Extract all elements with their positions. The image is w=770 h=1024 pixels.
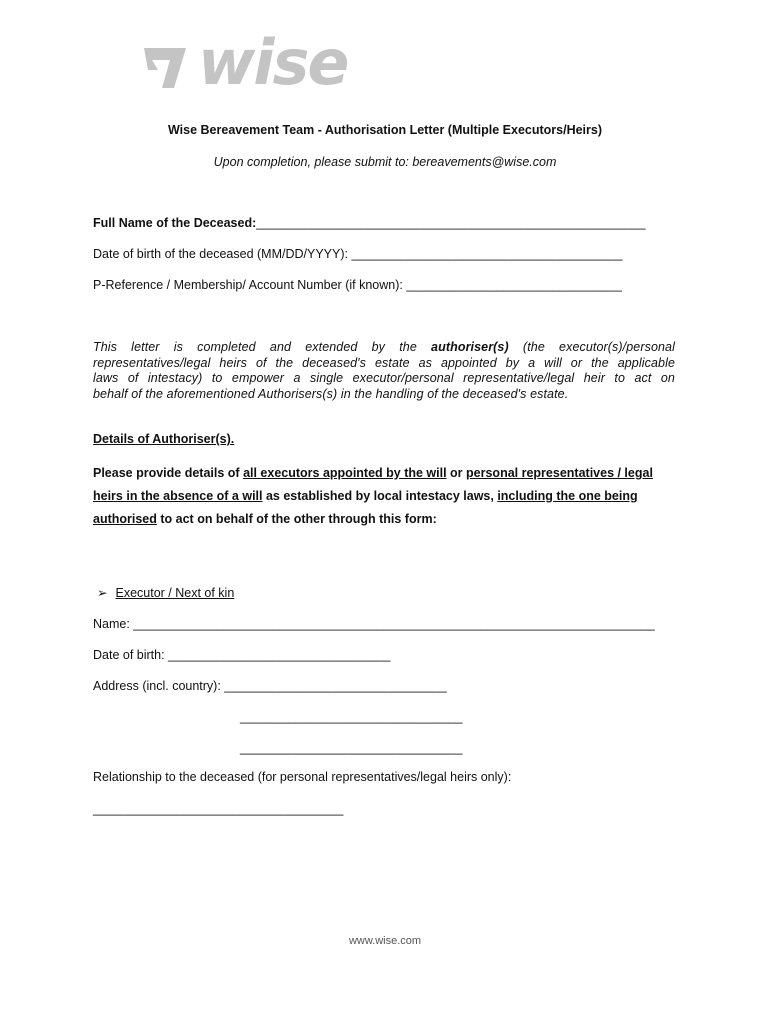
authorisation-paragraph (93, 340, 675, 402)
reference-number-field[interactable] (93, 278, 622, 292)
arrow-bullet-icon: ➢ (97, 586, 108, 600)
authorisers-heading: Details of Authoriser(s). (93, 432, 235, 446)
deceased-dob-blank[interactable]: _______________________________________ (351, 247, 623, 261)
executor-dob-label: Date of birth: (93, 648, 169, 662)
instruction-emphasis: personal representatives / legal heirs in the absence of a will (93, 466, 653, 503)
executor-address-blank-3[interactable]: ________________________________ (240, 741, 463, 755)
deceased-full-name-blank[interactable]: ________________________________________________________ (256, 216, 646, 230)
relationship-blank[interactable]: ____________________________________ (93, 802, 344, 816)
executor-name-blank[interactable]: ___________________________________________________________________________ (133, 617, 655, 631)
submission-instructions: Upon completion, please submit to: bereavements@wise.com (213, 155, 557, 169)
deceased-full-name-label: Full Name of the Deceased: (93, 216, 257, 230)
paragraph-line-4: behalf of the aforementioned Authorisers(s) in the handling of the deceased's estate. (93, 386, 569, 401)
paragraph-line-3: laws of intestacy) to empower a single executor/personal representative/legal heir to act on (93, 371, 675, 385)
executor-address-blank-2[interactable]: ________________________________ (240, 710, 463, 724)
executor-address-label: Address (incl. country): (93, 679, 225, 693)
instruction-emphasis: including the one being authorised (93, 489, 638, 526)
deceased-full-name-field[interactable] (93, 216, 646, 230)
wise-logo (140, 26, 348, 99)
document-title: Wise Bereavement Team - Authorisation Letter (Multiple Executors/Heirs) (167, 123, 602, 137)
relationship-label: Relationship to the deceased (for personal representatives/legal heirs only): (93, 770, 512, 784)
instruction-text: to act on behalf of the other through this form: (156, 512, 437, 526)
footer-url[interactable]: www.wise.com (348, 935, 422, 947)
paragraph-text: This letter is completed and extended by the (93, 340, 432, 354)
instruction-text: or (446, 466, 467, 480)
instruction-text: as established by local intestacy laws, (262, 489, 498, 503)
reference-number-blank[interactable]: _______________________________ (406, 278, 622, 292)
instruction-emphasis: all executors appointed by the will (243, 466, 447, 480)
executor-name-label: Name: (93, 617, 134, 631)
executor-address-field[interactable] (93, 679, 447, 693)
executor-name-field[interactable] (93, 617, 655, 631)
executor-dob-blank[interactable]: ________________________________ (168, 648, 391, 662)
executor-dob-field[interactable] (93, 648, 391, 662)
wise-flag-icon (140, 40, 200, 90)
deceased-dob-label: Date of birth of the deceased (MM/DD/YYYY): (93, 247, 352, 261)
executor-address-blank-1[interactable]: ________________________________ (224, 679, 447, 693)
paragraph-line-2: representatives/legal heirs of the deceased's estate as appointed by a will or the applicable (93, 355, 675, 370)
wise-logo-text: wise (198, 26, 348, 99)
reference-number-label: P-Reference / Membership/ Account Number (if known): (93, 278, 407, 292)
executor-heading (97, 585, 234, 600)
paragraph-line-1 (93, 340, 675, 356)
paragraph-text: (the executor(s)/personal (508, 340, 675, 354)
deceased-dob-field[interactable] (93, 247, 623, 261)
authorisers-instructions (93, 462, 678, 531)
executor-heading-text: Executor / Next of kin (115, 586, 235, 600)
authorisers-emphasis: authoriser(s) (431, 340, 509, 354)
instruction-text: Please provide details of (93, 466, 244, 480)
